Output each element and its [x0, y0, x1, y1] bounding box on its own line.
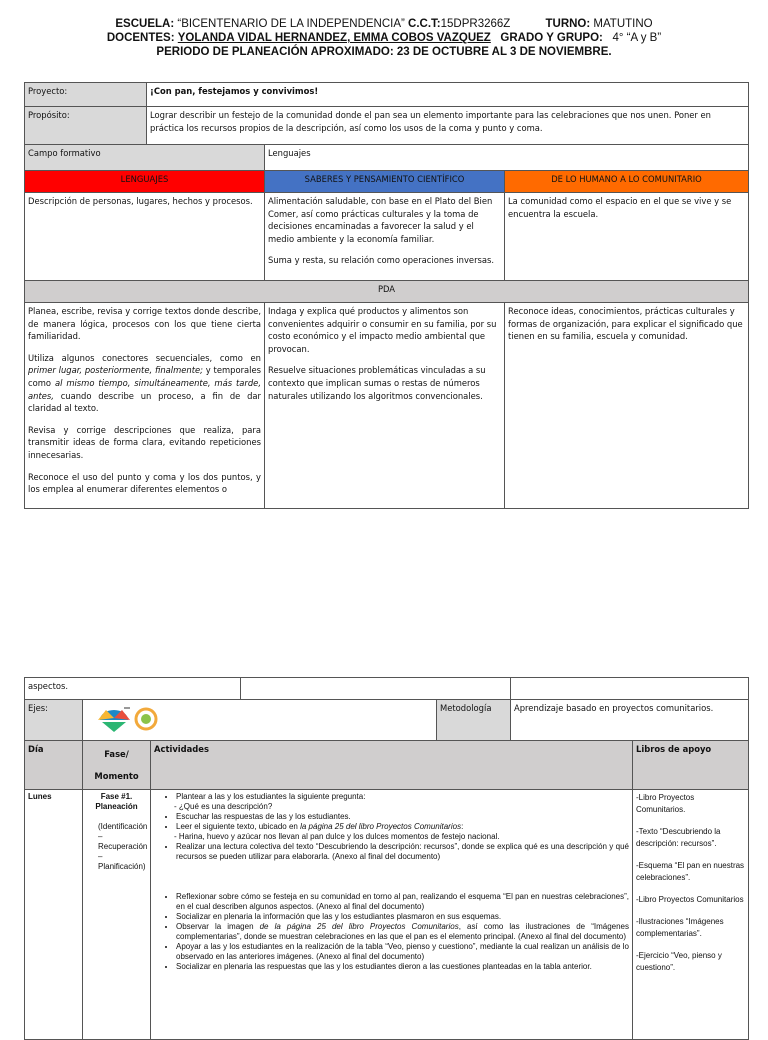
- metodologia-label: Metodología: [437, 700, 511, 741]
- ejes-label: Ejes:: [25, 700, 83, 741]
- libros-cell: -Libro Proyectos Comunitarios. -Texto “Descubriendo la descripción: recursos”. -Esquema “El pan en nuestras celebraciones”. -Libro Proyectos Comunitarios -Ilustraciones “Imágenes complementarias”. -Ejercicio “Veo, pienso y cuestiono”.: [633, 789, 749, 1039]
- actividad-4: • Realizar una lectura colectiva del texto “Descubriendo la descripción: recursos”, donde se explica qué es una descripción y qué recursos se pueden utilizar para elaborarla. (Anexo al final del documento): [176, 842, 629, 862]
- actividad-1: • Plantear a las y los estudiantes la siguiente pregunta:: [176, 792, 629, 802]
- pda-saberes: Indaga y explica qué productos y alimentos son convenientes adquirir o consumir en su familia, por su costo económico y el impacto medio ambiental que provocan. Resuelve situaciones problemáticas vinculadas a su contexto que implican sumas o restas de números naturales utilizando los algoritmos convencionales.: [265, 303, 505, 509]
- header-line-2: DOCENTES: YOLANDA VIDAL HERNANDEZ, EMMA COBOS VAZQUEZ GRADO Y GRUPO: 4° “A y B”: [106, 32, 662, 44]
- fase-cell: Fase #1. Planeación (Identificación – Recuperación – Planificación): [83, 789, 151, 1039]
- pda-label: PDA: [25, 281, 749, 303]
- contenido-humano: La comunidad como el espacio en el que se vive y se encuentra la escuela.: [505, 193, 749, 281]
- pda-lenguajes: Planea, escribe, revisa y corrige textos donde describe, de manera lógica, procesos con los que tiene cierta familiaridad. Utiliza algunos conectores secuenciales, como en primer lugar, posteriormente, finalmente; y temporales como al mismo tiempo, simultáneamente, más tarde, antes, cuando describe un proceso, a fin de dar claridad al texto. Revisa y corrige descripciones que realiza, para transmitir ideas de forma clara, evitando repeticiones innecesarias. Reconoce el uso del punto y coma y los dos puntos, y los emplea al enumerar diferentes elementos o: [25, 303, 265, 509]
- pda-row: [25, 281, 749, 303]
- ejes-icons: [83, 700, 437, 741]
- continuation-table: [24, 677, 749, 1040]
- ejes-row: [25, 700, 749, 741]
- contenidos-row: [25, 193, 749, 281]
- header-fase: Fase/ Momento: [83, 740, 151, 789]
- actividad-7: • Observar la imagen de la página 25 del libro Proyectos Comunitarios, así como las ilustraciones de “Imágenes complementarias”, donde se muestran celebraciones en las que el pan es el elemento principal. (Anexo al final del documento): [176, 922, 629, 942]
- pda-humano: Reconoce ideas, conocimientos, prácticas culturales y formas de organización, para explicar el significado que tienen en su familia, escuela y comunidad.: [505, 303, 749, 509]
- actividad-3: • Leer el siguiente texto, ubicado en la página 25 del libro Proyectos Comunitarios:: [176, 822, 629, 832]
- planning-table: [24, 82, 749, 509]
- proyecto-row: [25, 83, 749, 107]
- header-saberes: SABERES Y PENSAMIENTO CIENTÍFICO: [265, 171, 505, 193]
- actividad-6: • Socializar en plenaria la información que las y los estudiantes plasmaron en sus esquemas.: [176, 912, 629, 922]
- header-humano: DE LO HUMANO A LO COMUNITARIO: [505, 171, 749, 193]
- proposito-label: Propósito:: [25, 107, 147, 145]
- campo-row: [25, 145, 749, 171]
- header-line-3: PERIODO DE PLANEACIÓN APROXIMADO: 23 DE OCTUBRE AL 3 DE NOVIEMBRE.: [156, 46, 612, 58]
- actividad-2: • Escuchar las respuestas de las y los estudiantes.: [176, 812, 629, 822]
- campo-label: Campo formativo: [25, 145, 265, 171]
- actividad-8: • Apoyar a las y los estudiantes en la realización de la tabla “Veo, pienso y cuestiono”, mediante la cual realizan un análisis de lo observado en las anteriores imágenes. (Anexo al final del documento): [176, 942, 629, 962]
- proposito-value: Lograr describir un festejo de la comunidad donde el pan sea un elemento importante para las celebraciones que nos unen. Poner en práctica los recursos propios de la descripción, así como los usos de la coma y punto y coma.: [147, 107, 749, 145]
- header-line-1: ESCUELA: “BICENTENARIO DE LA INDEPENDENCIA” C.C.T:15DPR3266Z TURNO: MATUTINO: [115, 18, 653, 30]
- activities-header-row: [25, 740, 749, 789]
- pda-content-row: [25, 303, 749, 509]
- actividad-9: • Socializar en plenaria las respuestas que las y los estudiantes dieron a las cuestiones planteadas en la tabla anterior.: [176, 962, 629, 972]
- campo-value: Lenguajes: [265, 145, 749, 171]
- ejes-logo-icon: [86, 702, 176, 734]
- actividad-5: • Reflexionar sobre cómo se festeja en su comunidad en torno al pan, realizando el esquema “El pan en nuestras celebraciones”, en el cual describen algunos aspectos. (Anexo al final del documento): [176, 892, 629, 912]
- header-dia: Día: [25, 740, 83, 789]
- contenido-saberes: Alimentación saludable, con base en el Plato del Bien Comer, así como prácticas culturales y la toma de decisiones encaminadas a favorecer la salud y el medio ambiente y la economía familiar. Suma y resta, su relación como operaciones inversas.: [265, 193, 505, 281]
- proyecto-value: ¡Con pan, festejamos y convivimos!: [147, 83, 749, 107]
- actividades-cell: [151, 789, 633, 1039]
- actividad-3-sub: - Harina, huevo y azúcar nos llevan al pan dulce y los dulces momentos de festejo nacional.: [174, 832, 629, 842]
- contenido-lenguajes: Descripción de personas, lugares, hechos y procesos.: [25, 193, 265, 281]
- dia-lunes: Lunes: [25, 789, 83, 1039]
- cont-row: [25, 678, 749, 700]
- monday-row: [25, 789, 749, 1039]
- col-headers-row: [25, 171, 749, 193]
- header-lenguajes: LENGUAJES: [25, 171, 265, 193]
- header-actividades: Actividades: [151, 740, 633, 789]
- proposito-row: [25, 107, 749, 145]
- actividad-1-sub: - ¿Qué es una descripción?: [174, 802, 629, 812]
- cont-aspectos: aspectos.: [25, 678, 241, 700]
- metodologia-value: Aprendizaje basado en proyectos comunitarios.: [511, 700, 749, 741]
- header-libros: Libros de apoyo: [633, 740, 749, 789]
- proyecto-label: Proyecto:: [25, 83, 147, 107]
